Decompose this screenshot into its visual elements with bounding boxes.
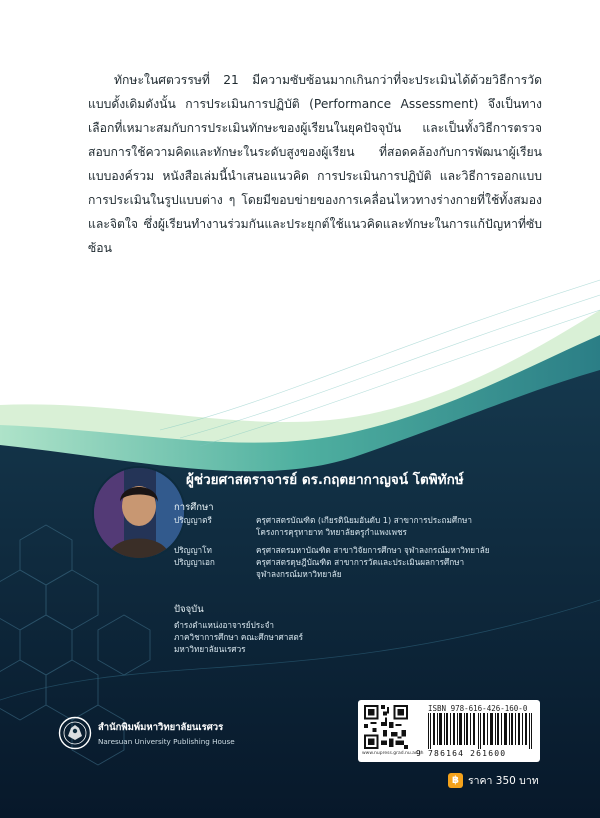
degree-detail: ครุศาสตรมหาบัณฑิต สาขาวิจัยการศึกษา จุฬาลงกรณ์มหาวิทยาลัย <box>256 545 490 555</box>
degree-detail: ครุศาสตรดุษฎีบัณฑิต สาขาการวัดและประเมินผลการศึกษา <box>256 557 465 567</box>
degree-detail: ครุศาสตรบัณฑิต (เกียรตินิยมอันดับ 1) สาขาการประถมศึกษา <box>256 515 473 525</box>
education-row <box>174 544 534 556</box>
degree-detail: โครงการคุรุทายาท วิทยาลัยครูกำแพงเพชร <box>256 527 407 537</box>
degree-label: ปริญญาโท <box>174 545 212 555</box>
education-section <box>174 502 534 580</box>
baht-icon: ฿ <box>448 773 463 788</box>
publisher-name-en: Naresuan University Publishing House <box>98 737 235 746</box>
university-seal-icon <box>58 716 92 750</box>
author-photo <box>92 466 186 560</box>
current-position-section <box>174 604 474 655</box>
price-tag <box>448 772 539 789</box>
degree-label: ปริญญาตรี <box>174 515 212 525</box>
barcode-number: 9 786164 261600 <box>416 749 507 758</box>
degree-detail: จุฬาลงกรณ์มหาวิทยาลัย <box>256 569 342 579</box>
intro-paragraph: ทักษะในศตวรรษที่ 21 มีความซับซ้อนมากเกินกว่าที่จะประเมินได้ด้วยวิธีการวัดแบบดั้งเดิมดังนั้น การประเมินการปฏิบัติ (Performance Assessment) จึงเป็นทางเลือกที่เหมาะสมกับการประเมินทักษะของผู้เรียนในยุคปัจจุบัน และเป็นทั้งวิธีการตรวจสอบการใช้ความคิดและทักษะในระดับสูงของผู้เรียน ที่สอดคล้องกับการพัฒนาผู้เรียนแบบองค์รวม หนังสือเล่มนี้นำเสนอแนวคิด การประเมินการปฏิบัติ และวิธีการออกแบบการประเมินในรูปแบบต่าง ๆ โดยมีขอบข่ายของการเคลื่อนไหวทางร่างกายที่ใช้ทั้งสมองและจิตใจ ซึ่งผู้เรียนทำงานร่วมกันและประยุกต์ใช้แนวคิดและทักษะในการแก้ปัญหาที่ซับซ้อน <box>88 73 542 255</box>
education-row <box>174 556 534 580</box>
degree-label: ปริญญาเอก <box>174 557 215 567</box>
price-text: ราคา 350 บาท <box>468 775 539 787</box>
current-heading: ปัจจุบัน <box>174 604 204 615</box>
isbn-label: ISBN 978-616-426-160-0 <box>428 704 528 713</box>
current-line: ดำรงตำแหน่งอาจารย์ประจำ <box>174 620 274 630</box>
author-name: ผู้ช่วยศาสตราจารย์ ดร.กฤตยากาญจน์ โตพิทักษ์ <box>186 472 464 488</box>
barcode-icon <box>426 713 534 749</box>
current-line: ภาควิชาการศึกษา คณะศึกษาศาสตร์ <box>174 632 304 642</box>
education-row <box>174 514 534 538</box>
qr-url: www.nupress.grad.nu.ac.th <box>362 751 424 756</box>
publisher-block <box>58 716 235 750</box>
education-heading: การศึกษา <box>174 502 214 513</box>
isbn-panel <box>358 700 540 762</box>
publisher-name-th: สำนักพิมพ์มหาวิทยาลัยนเรศวร <box>98 722 224 733</box>
qr-code-icon <box>364 705 408 749</box>
current-line: มหาวิทยาลัยนเรศวร <box>174 644 246 654</box>
